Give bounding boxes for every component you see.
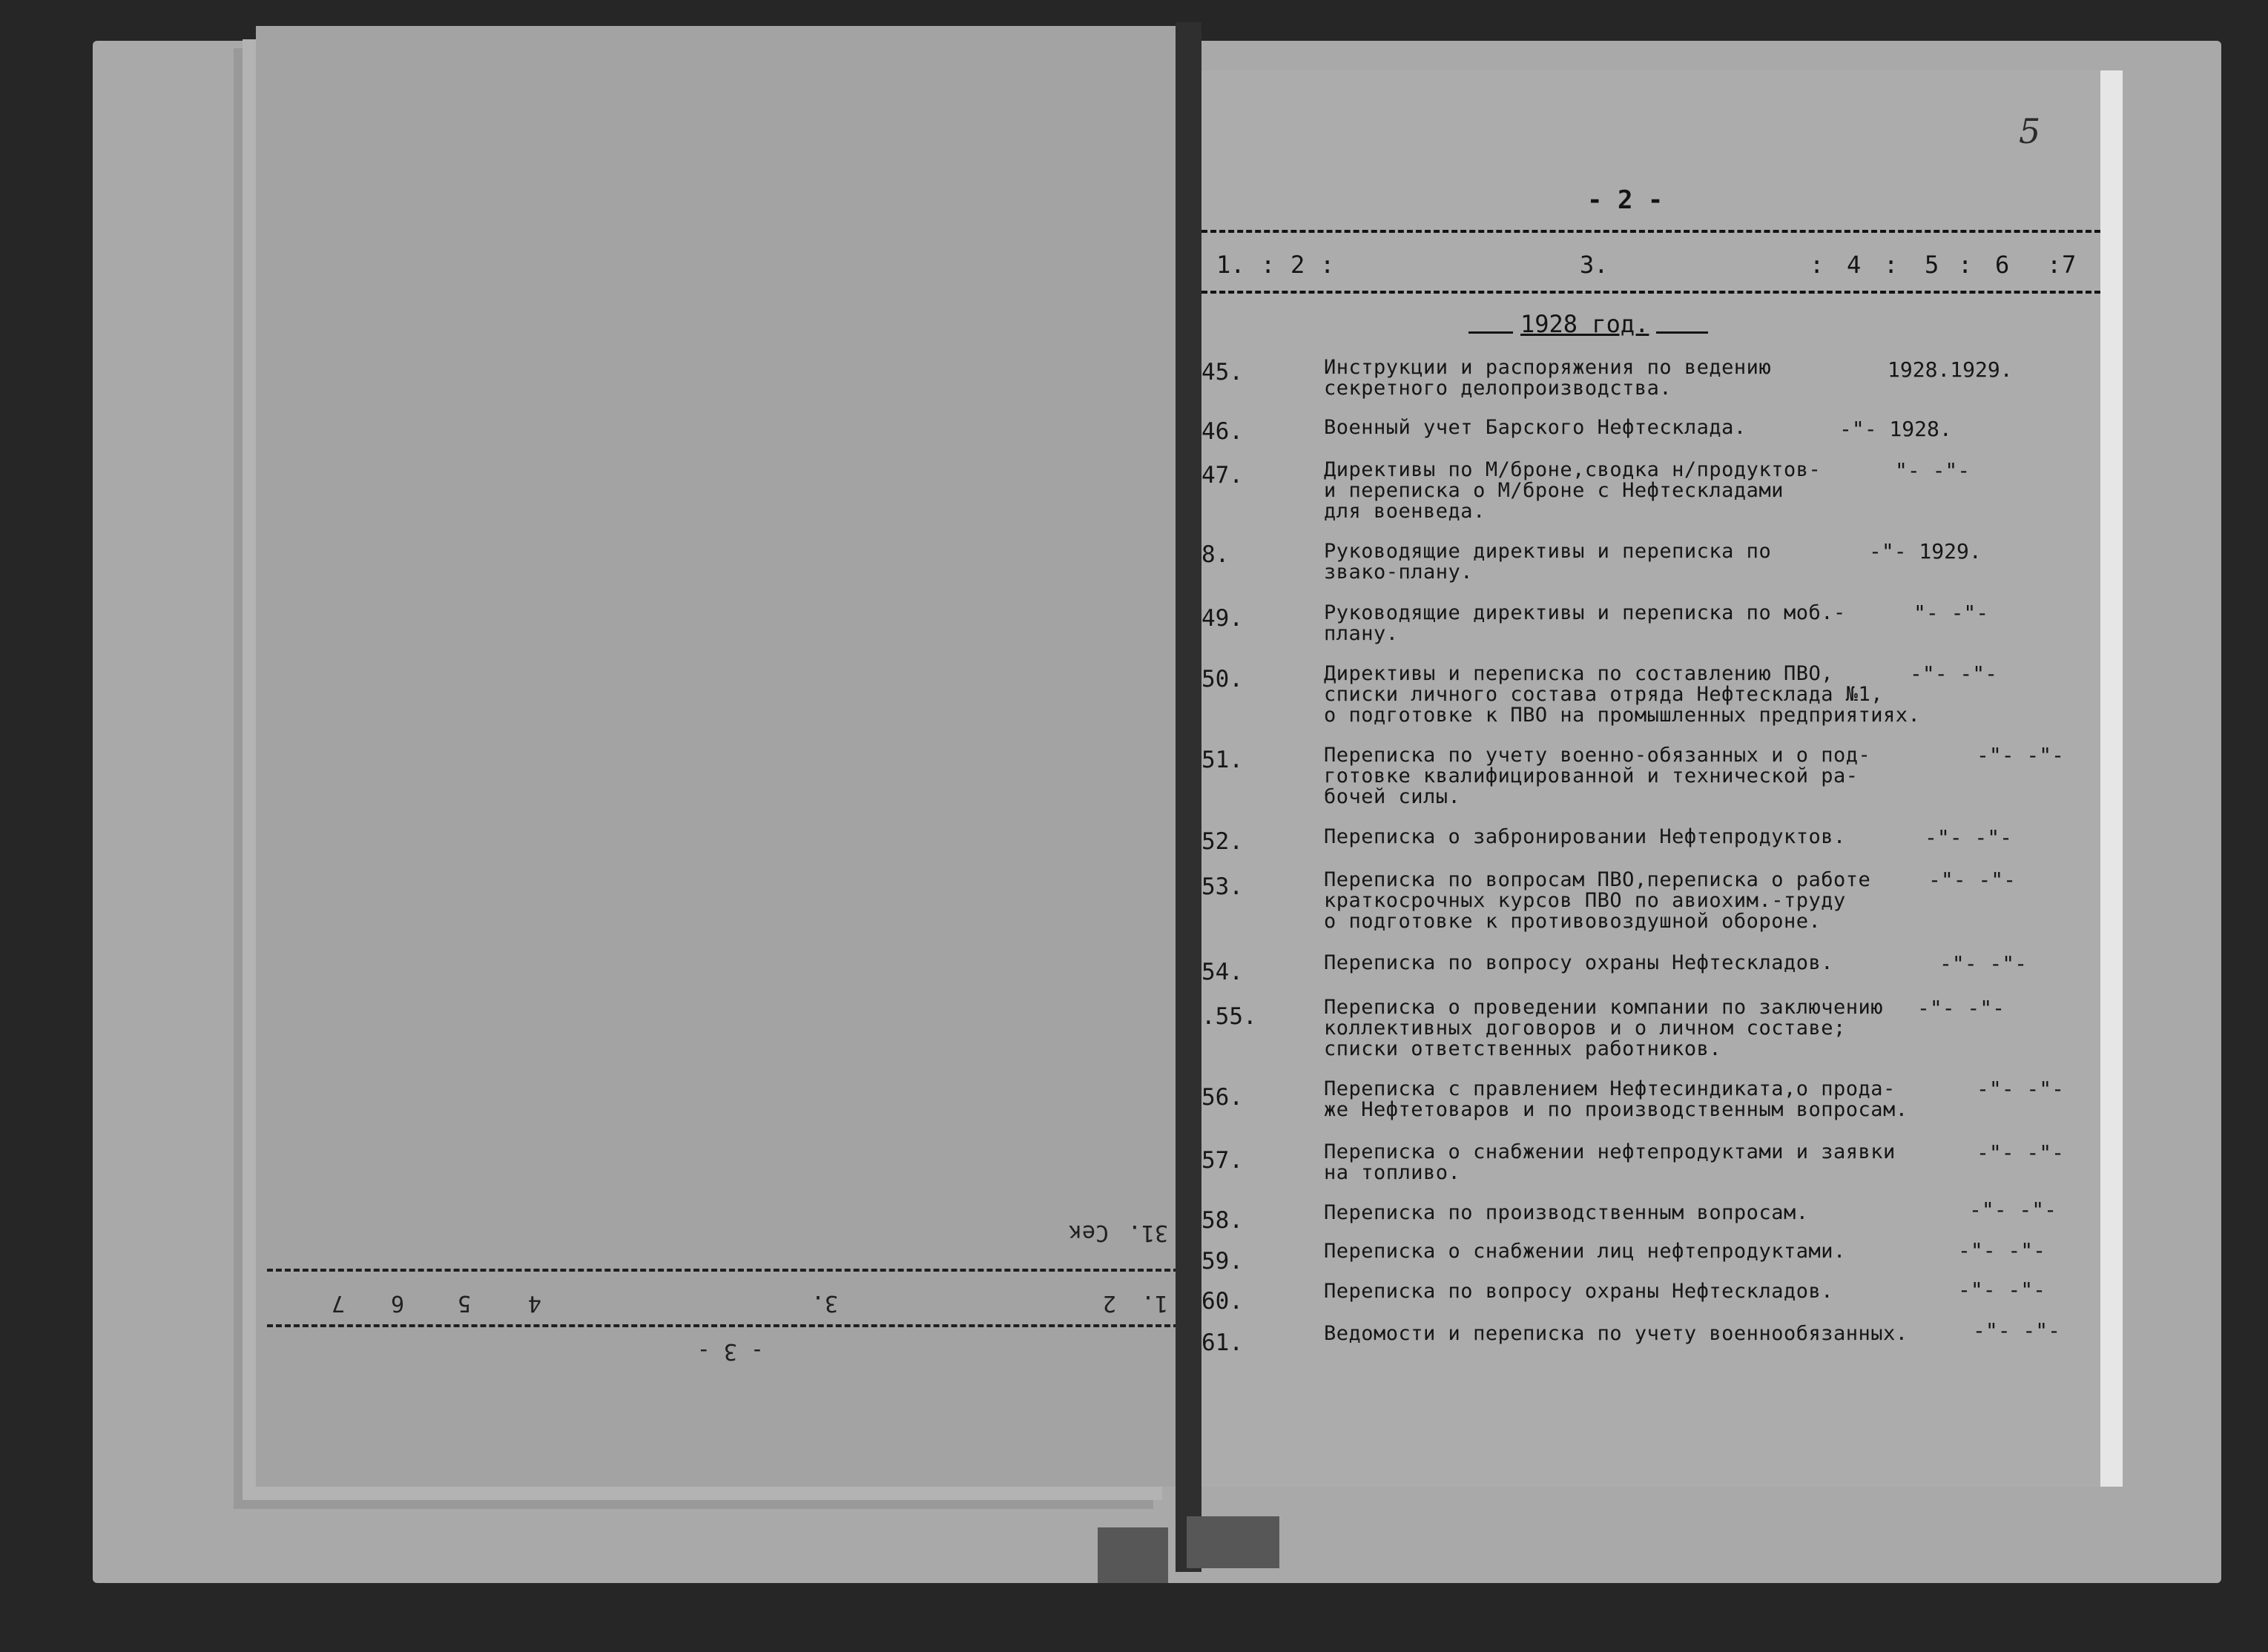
- col-header-sep-4: :: [1884, 251, 1899, 279]
- entry-number: 49.: [1201, 605, 1243, 632]
- bleed-header-7: 7: [331, 1290, 345, 1316]
- entry-number: .55.: [1201, 1003, 1257, 1030]
- entry-title: Инструкции и распоряжения по ведению секретного делопроизводства.: [1324, 356, 1772, 400]
- entry-years: -"- -"-: [1977, 743, 2065, 767]
- col-header-2: 2: [1290, 251, 1305, 279]
- entry-years: "- -"-: [1895, 458, 1971, 483]
- entry-years: -"- -"-: [1939, 951, 2028, 976]
- entry-title: Переписка по вопросам ПВО,переписка о работе краткосрочных курсов ПВО по авиохим.-труду о подготовке к противовоздушной обороне.: [1324, 868, 1871, 933]
- entry-number: 8.: [1201, 541, 1230, 568]
- entry-years: -"- -"-: [1973, 1318, 2061, 1343]
- entry-title: Переписка о снабжении лиц нефтепродуктами.: [1324, 1240, 1846, 1263]
- bleed-header-6: 6: [390, 1290, 404, 1316]
- entry-title: Переписка с правлением Нефтесиндиката,о прода- же Нефтетоваров и по производственным вопросам.: [1324, 1077, 1908, 1121]
- page-number: - 2 -: [1587, 185, 1664, 215]
- entry-number: 59.: [1201, 1248, 1243, 1275]
- col-header-3: 3.: [1580, 251, 1609, 279]
- entry-title: Ведомости и переписка по учету военнообязанных.: [1324, 1322, 1908, 1345]
- col-header-6: 6: [1995, 251, 2010, 279]
- entry-title: Переписка по вопросу охраны Нефтескладов.: [1324, 1280, 1833, 1303]
- entry-title: Руководящие директивы и переписка по звако-плану.: [1324, 540, 1772, 584]
- entry-number: 57.: [1201, 1147, 1243, 1174]
- entry-number: 56.: [1201, 1084, 1243, 1111]
- entry-number: 61.: [1201, 1329, 1243, 1356]
- entry-title: Переписка по учету военно-обязанных и о под- готовке квалифицированной и технической ра- бочей силы.: [1324, 744, 1871, 808]
- entry-years: -"- -"-: [1925, 825, 2013, 850]
- entry-years: -"- -"-: [1958, 1238, 2046, 1263]
- entry-number: 60.: [1201, 1288, 1243, 1315]
- entry-number: 47.: [1201, 462, 1243, 489]
- entry-years: -"- -"-: [1917, 996, 2005, 1020]
- entry-title: Переписка о проведении компании по заключению коллективных договоров и о личном составе; списки ответственных работников.: [1324, 996, 1883, 1060]
- page-edge: [2100, 70, 2123, 1487]
- entry-number: 50.: [1201, 666, 1243, 693]
- col-header-sep-5: :: [1958, 251, 1973, 279]
- entry-number: 45.: [1201, 359, 1243, 386]
- entry-title: Директивы и переписка по составлению ПВО, списки личного состава отряда Нефтесклада №1, о подготовке к ПВО на промышленных предприятиях.: [1324, 662, 1921, 727]
- col-header-7: 7: [2062, 251, 2077, 279]
- bleed-row-num: 31.: [1127, 1220, 1168, 1246]
- bleed-header-2: 2: [1102, 1290, 1116, 1316]
- entry-number: 52.: [1201, 828, 1243, 855]
- entry-years: -"- -"-: [1928, 868, 2017, 892]
- bleed-header-1: 1.: [1141, 1290, 1168, 1316]
- entry-title: Переписка по вопросу охраны Нефтескладов.: [1324, 951, 1833, 974]
- bleed-through-text: [267, 1201, 1179, 1372]
- col-header-5: 5: [1925, 251, 1939, 279]
- col-header-sep-6: :: [2047, 251, 2062, 279]
- handwritten-mark: 5: [2019, 111, 2041, 151]
- year-heading: 1928 год.: [1520, 310, 1649, 338]
- entry-number: 53.: [1201, 873, 1243, 900]
- spine-tape: [1176, 22, 1201, 1572]
- entry-years: -"- 1928.: [1839, 417, 1952, 441]
- bleed-row-text: Сек: [1068, 1220, 1109, 1246]
- col-header-1: 1.: [1216, 251, 1245, 279]
- entry-number: 58.: [1201, 1207, 1243, 1234]
- col-header-sep-2: :: [1320, 251, 1335, 279]
- tape-patch-left: [1098, 1527, 1168, 1583]
- entry-years: -"- -"-: [1958, 1278, 2046, 1302]
- bleed-page-number: - 3 -: [696, 1338, 764, 1364]
- entry-years: -"- 1929.: [1869, 539, 1982, 564]
- bleed-header-5: 5: [457, 1290, 471, 1316]
- entry-years: -"- -"-: [1977, 1140, 2065, 1165]
- entry-title: Переписка по производственным вопросам.: [1324, 1201, 1809, 1224]
- entry-years: -"- -"-: [1977, 1077, 2065, 1101]
- tape-patch-right: [1187, 1516, 1279, 1568]
- col-header-sep-3: :: [1810, 251, 1824, 279]
- entry-title: Директивы по М/броне,сводка н/продуктов- и переписка о М/броне с Нефтескладами для военведа.: [1324, 458, 1822, 523]
- entry-title: Руководящие директивы и переписка по моб.- плану.: [1324, 601, 1846, 645]
- entry-number: 46.: [1201, 418, 1243, 445]
- entry-years: "- -"-: [1913, 601, 1989, 625]
- col-header-sep-1: :: [1261, 251, 1276, 279]
- entry-number: 54.: [1201, 959, 1243, 985]
- entry-years: 1928.1929.: [1888, 357, 2013, 382]
- header-rule-top: [1201, 230, 2100, 233]
- entry-number: 51.: [1201, 747, 1243, 773]
- bleed-header-4: 4: [527, 1290, 541, 1316]
- entry-title: Переписка о забронировании Нефтепродуктов.: [1324, 825, 1846, 848]
- entry-years: -"- -"-: [1910, 661, 1998, 686]
- entry-title: Переписка о снабжении нефтепродуктами и заявки на топливо.: [1324, 1140, 1896, 1184]
- header-rule-bottom: [1201, 291, 2100, 294]
- col-header-4: 4: [1847, 251, 1862, 279]
- bleed-header-3: 3.: [811, 1290, 838, 1316]
- entry-years: -"- -"-: [1969, 1197, 2057, 1222]
- entry-title: Военный учет Барского Нефтесклада.: [1324, 416, 1747, 439]
